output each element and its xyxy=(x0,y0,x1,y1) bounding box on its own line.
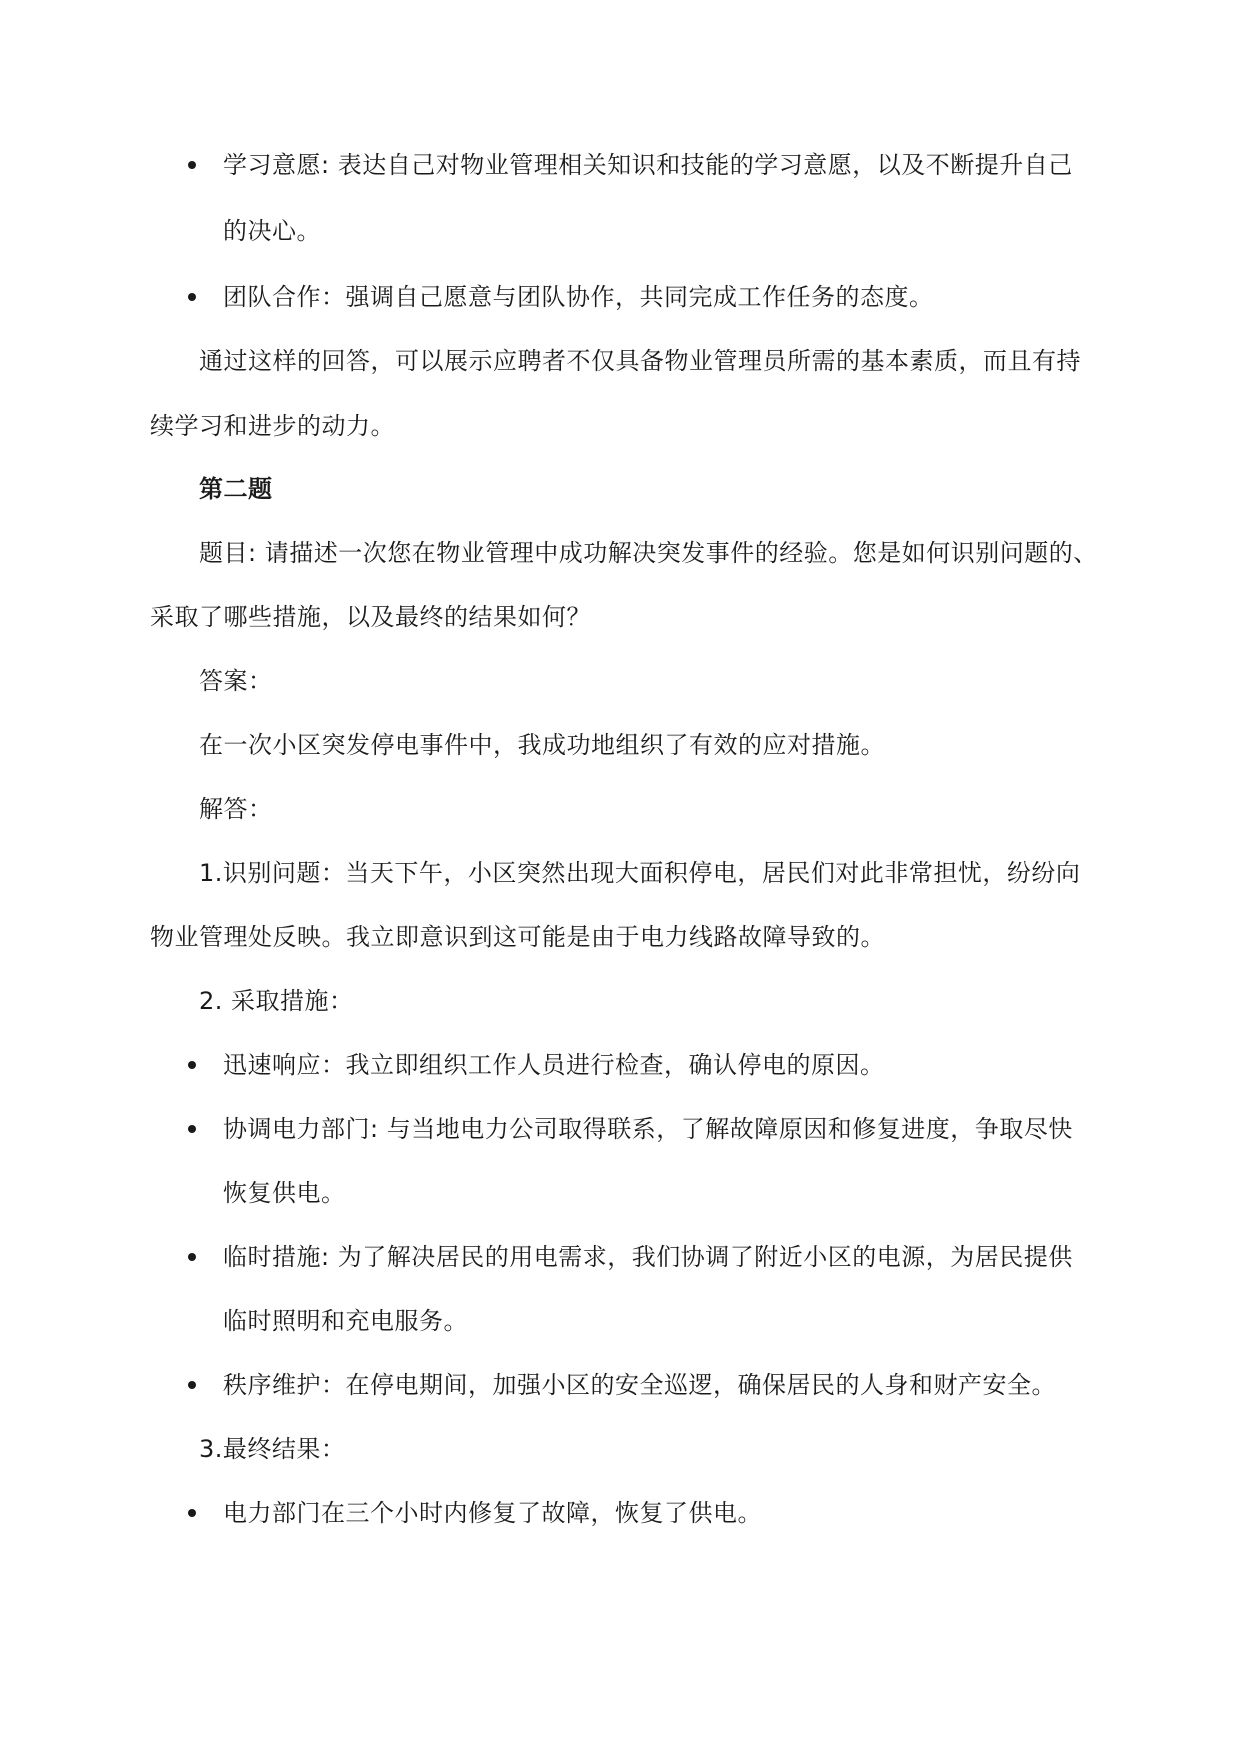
step2-label: 2. 采取措施： xyxy=(199,987,354,1015)
bullet-dot xyxy=(188,1381,196,1389)
bullet-respond-text: 迅速响应：我立即组织工作人员进行检查，确认停电的原因。 xyxy=(223,1051,885,1079)
bullet-dot xyxy=(188,1509,196,1517)
bullet-result-text: 电力部门在三个小时内修复了故障，恢复了供电。 xyxy=(223,1499,762,1527)
bullet-order-text: 秩序维护：在停电期间，加强小区的安全巡逻，确保居民的人身和财产安全。 xyxy=(223,1371,1056,1399)
question-text-cont: 采取了哪些措施，以及最终的结果如何？ xyxy=(150,603,591,631)
summary-paragraph-cont: 续学习和进步的动力。 xyxy=(150,412,395,440)
explain-label: 解答： xyxy=(199,795,273,823)
answer-label: 答案： xyxy=(199,667,273,695)
bullet-dot xyxy=(188,1061,196,1069)
bullet-dot xyxy=(188,161,196,169)
bullet-team-text: 团队合作：强调自己愿意与团队协作，共同完成工作任务的态度。 xyxy=(223,283,934,311)
summary-paragraph: 通过这样的回答，可以展示应聘者不仅具备物业管理员所需的基本素质，而且有持 xyxy=(199,347,1081,375)
bullet-learning-text: 学习意愿: 表达自己对物业管理相关知识和技能的学习意愿，以及不断提升自己 xyxy=(223,151,1073,179)
step1-text: 1.识别问题：当天下午，小区突然出现大面积停电，居民们对此非常担忧，纷纷向 xyxy=(199,859,1081,887)
section-heading: 第二题 xyxy=(199,475,273,503)
bullet-dot xyxy=(188,1125,196,1133)
bullet-coord-text: 协调电力部门: 与当地电力公司取得联系，了解故障原因和修复进度，争取尽快 xyxy=(223,1115,1073,1143)
step1-text-cont: 物业管理处反映。我立即意识到这可能是由于电力线路故障导致的。 xyxy=(150,923,885,951)
bullet-temp-text-cont: 临时照明和充电服务。 xyxy=(223,1307,468,1335)
answer-text: 在一次小区突发停电事件中，我成功地组织了有效的应对措施。 xyxy=(199,731,885,759)
bullet-dot xyxy=(188,293,196,301)
bullet-coord-text-cont: 恢复供电。 xyxy=(223,1179,346,1207)
step3-label: 3.最终结果： xyxy=(199,1435,346,1463)
bullet-temp-text: 临时措施: 为了解决居民的用电需求，我们协调了附近小区的电源，为居民提供 xyxy=(223,1243,1073,1271)
bullet-learning-text-cont: 的决心。 xyxy=(223,217,321,245)
question-text: 题目: 请描述一次您在物业管理中成功解决突发事件的经验。您是如何识别问题的、 xyxy=(199,539,1098,567)
bullet-dot xyxy=(188,1253,196,1261)
